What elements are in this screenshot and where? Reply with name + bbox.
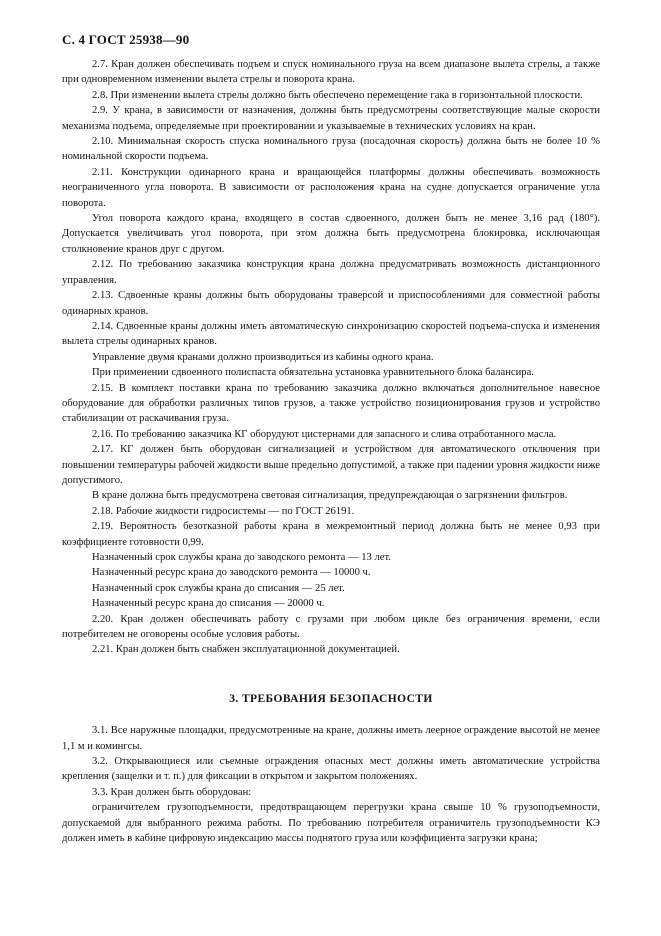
paragraph-2-8: 2.8. При изменении вылета стрелы должно быть обеспечено перемещение гака в горизонтальной плоскости. — [92, 89, 583, 101]
paragraph-2-17: 2.17. КГ должен быть оборудован сигнализацией и устройством для автоматического отключения при повышении температуры рабочей жидкости выше предельно допустимой, а также при падении уровня жидкости ниже допустимого. — [62, 444, 600, 486]
paragraph-2-15: 2.15. В комплект поставки крана по требованию заказчика должно включаться дополнительное навесное оборудование для обработки различных типов грузов, а также устройство позиционирования грузов и устройство стабилизации от раскачивания груза. — [62, 382, 600, 425]
paragraph-2-20: 2.20. Кран должен обеспечивать работу с грузами при любом цикле без ограничения времени, если потребителем не оговорены особые условия работы. — [62, 613, 600, 641]
paragraph-2-17-filter-signal: В кране должна быть предусмотрена световая сигнализация, предупреждающая о загрязнении фильтров. — [92, 490, 568, 502]
page-header: С. 4 ГОСТ 25938—90 — [62, 32, 190, 47]
paragraph-2-7: 2.7. Кран должен обеспечивать подъем и спуск номинального груза на всем диапазоне вылета стрелы, а также при одновременном изменении вылета стрелы и поворота крана. — [62, 59, 600, 86]
paragraph-2-21: 2.21. Кран должен быть снабжен эксплуатационной документацией. — [92, 644, 400, 656]
paragraph-2-19: 2.19. Вероятность безотказной работы крана в межремонтный период должна быть не менее 0,93 при коэффициенте готовности 0,99. — [62, 521, 600, 548]
paragraph-2-11-rotation-angle: Угол поворота каждого крана, входящего в состав сдвоенного, должен быть не менее 3,16 рад (180°). Допускается увеличивать угол поворота, при этом должна быть предусмотрена блокировка, исключающая столкновение кранов друг с другом. — [62, 213, 600, 255]
paragraph-2-13: 2.13. Сдвоенные краны должны быть оборудованы траверсой и приспособлениями для совместной работы одинарных кранов. — [62, 290, 600, 317]
paragraph-3-3: 3.3. Кран должен быть оборудован: — [92, 786, 252, 798]
paragraph-2-14-control: Управление двумя кранами должно производиться из кабины одного крана. — [92, 351, 434, 363]
document-body — [62, 57, 600, 847]
paragraph-2-11: 2.11. Конструкции одинарного крана и вращающейся платформы должны обеспечивать возможность неограниченного угла поворота. В зависимости от расположения крана на судне допускается ограничение угла поворота. — [62, 166, 600, 209]
paragraph-3-3-load-limiter: ограничителем грузоподъемности, предотвращающем перегрузки крана свыше 10 % грузоподъемности, допускаемой для выбранного режима работы. По требованию потребителя ограничитель грузоподъемности КЭ должен иметь в кабине цифровую индексацию массы поднятого груза или коэффициента загрузки крана; — [62, 802, 600, 845]
paragraph-3-2: 3.2. Открывающиеся или съемные ограждения опасных мест должны иметь автоматические устройства крепления (защелки и т. п.) для фиксации в открытом и закрытом положениях. — [62, 756, 600, 783]
paragraph-2-10: 2.10. Минимальная скорость спуска номинального груза (посадочная скорость) должна быть не более 10 % номинальной скорости подъема. — [62, 136, 600, 163]
paragraph-2-19-resource-repair: Назначенный ресурс крана до заводского ремонта — 10000 ч. — [92, 567, 371, 579]
paragraph-2-14: 2.14. Сдвоенные краны должны иметь автоматическую синхронизацию скоростей подъема-спуска и изменения вылета стрелы одинарных кранов. — [62, 320, 600, 348]
section-3-content — [62, 723, 600, 846]
paragraph-2-9: 2.9. У крана, в зависимости от назначения, должны быть предусмотрены соответствующие малые скорости механизма подъема, определяемые при проектировании и указываемые в технических условиях на кран. — [62, 105, 600, 132]
paragraph-2-18: 2.18. Рабочие жидкости гидросистемы — по ГОСТ 26191. — [92, 505, 355, 517]
paragraph-2-19-resource-writeoff: Назначенный ресурс крана до списания — 20000 ч. — [92, 598, 325, 610]
paragraph-2-19-service-life-repair: Назначенный срок службы крана до заводского ремонта — 13 лет. — [92, 552, 391, 563]
paragraph-3-1: 3.1. Все наружные площадки, предусмотренные на кране, должны иметь леерное ограждение высотой не менее 1,1 м и комингсы. — [62, 725, 600, 752]
section-2-content — [62, 57, 600, 658]
paragraph-2-12: 2.12. По требованию заказчика конструкция крана должна предусматривать возможность дистанционного управления. — [62, 259, 600, 286]
paragraph-2-14-balancer: При применении сдвоенного полиспаста обязательна установка уравнительного блока балансира. — [92, 367, 534, 379]
section-title: 3. ТРЕБОВАНИЯ БЕЗОПАСНОСТИ — [229, 692, 433, 705]
paragraph-2-19-service-life-writeoff: Назначенный срок службы крана до списания — 25 лет. — [92, 582, 345, 594]
paragraph-2-16: 2.16. По требованию заказчика КГ оборудуют цистернами для запасного и слива отработанного масла. — [92, 428, 557, 440]
